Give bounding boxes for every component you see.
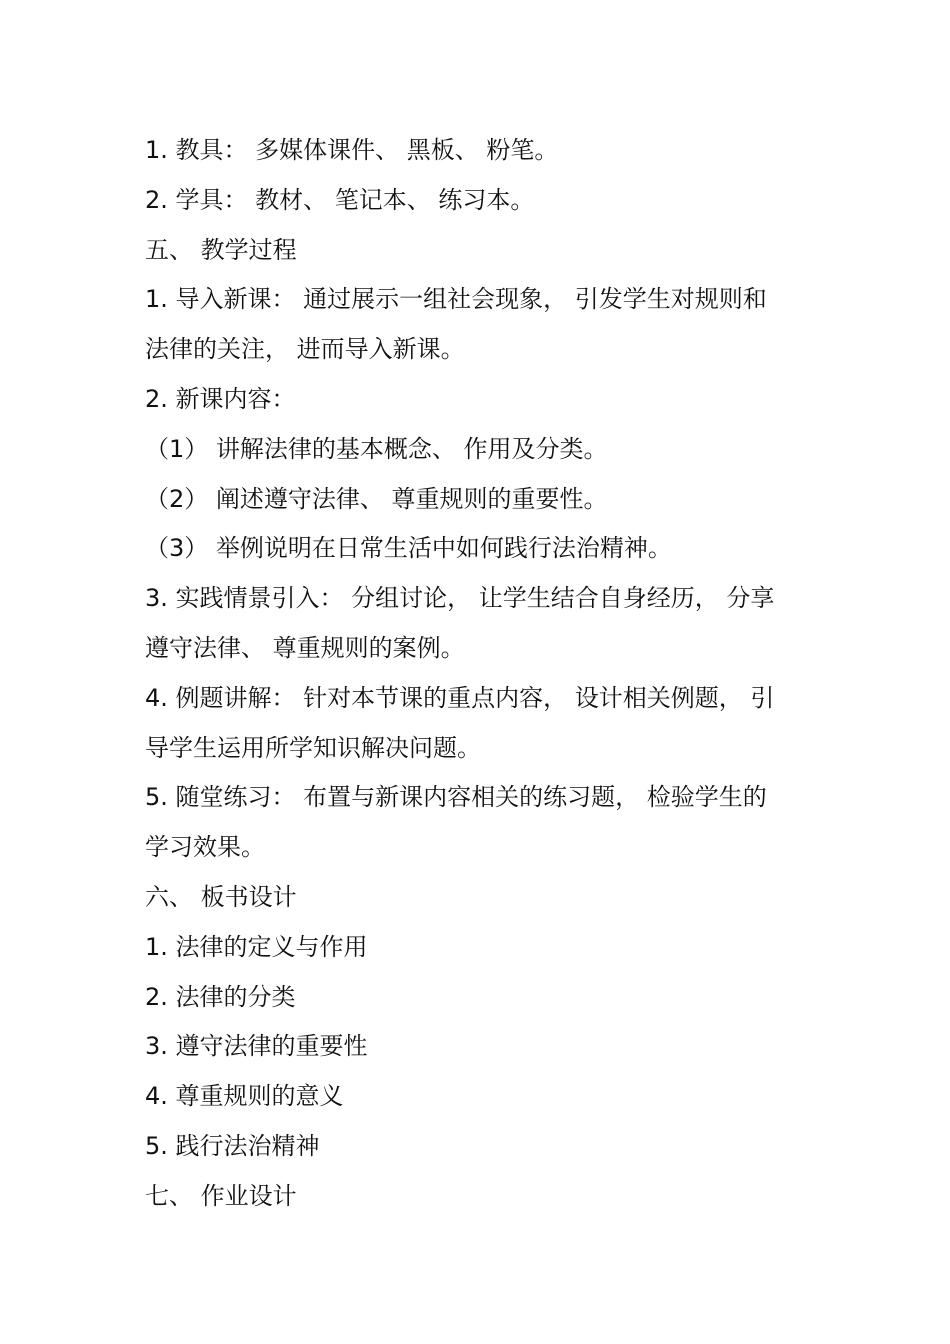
new-lesson-content-line: 2. 新课内容： [145, 384, 296, 413]
board-item-5: 5. 践行法治精神 [145, 1131, 320, 1160]
practice-scenario-line-cont: 遵守法律、 尊重规则的案例。 [145, 633, 465, 662]
content-item-1: （1） 讲解法律的基本概念、 作用及分类。 [145, 434, 608, 463]
section-heading-teaching-process: 五、 教学过程 [145, 235, 297, 264]
document-body [145, 126, 815, 1222]
content-item-3: （3） 举例说明在日常生活中如何践行法治精神。 [145, 534, 672, 563]
example-explanation-line-cont: 导学生运用所学知识解决问题。 [145, 733, 481, 762]
learning-aids-line: 2. 学具： 教材、 笔记本、 练习本。 [145, 185, 535, 214]
classroom-exercise-line: 5. 随堂练习： 布置与新课内容相关的练习题， 检验学生的 [145, 783, 767, 812]
intro-new-lesson-line: 1. 导入新课： 通过展示一组社会现象， 引发学生对规则和 [145, 285, 767, 314]
section-heading-board-design: 六、 板书设计 [145, 882, 297, 911]
practice-scenario-line: 3. 实践情景引入： 分组讨论， 让学生结合自身经历， 分享 [145, 584, 775, 613]
intro-new-lesson-line-cont: 法律的关注， 进而导入新课。 [145, 335, 465, 364]
board-item-3: 3. 遵守法律的重要性 [145, 1032, 368, 1061]
board-item-4: 4. 尊重规则的意义 [145, 1082, 344, 1111]
classroom-exercise-line-cont: 学习效果。 [145, 833, 265, 862]
board-item-2: 2. 法律的分类 [145, 982, 296, 1011]
section-heading-homework-design: 七、 作业设计 [145, 1181, 297, 1210]
board-item-1: 1. 法律的定义与作用 [145, 932, 368, 961]
content-item-2: （2） 阐述遵守法律、 尊重规则的重要性。 [145, 484, 608, 513]
teaching-aids-line: 1. 教具： 多媒体课件、 黑板、 粉笔。 [145, 136, 559, 164]
example-explanation-line: 4. 例题讲解： 针对本节课的重点内容， 设计相关例题， 引 [145, 683, 775, 712]
